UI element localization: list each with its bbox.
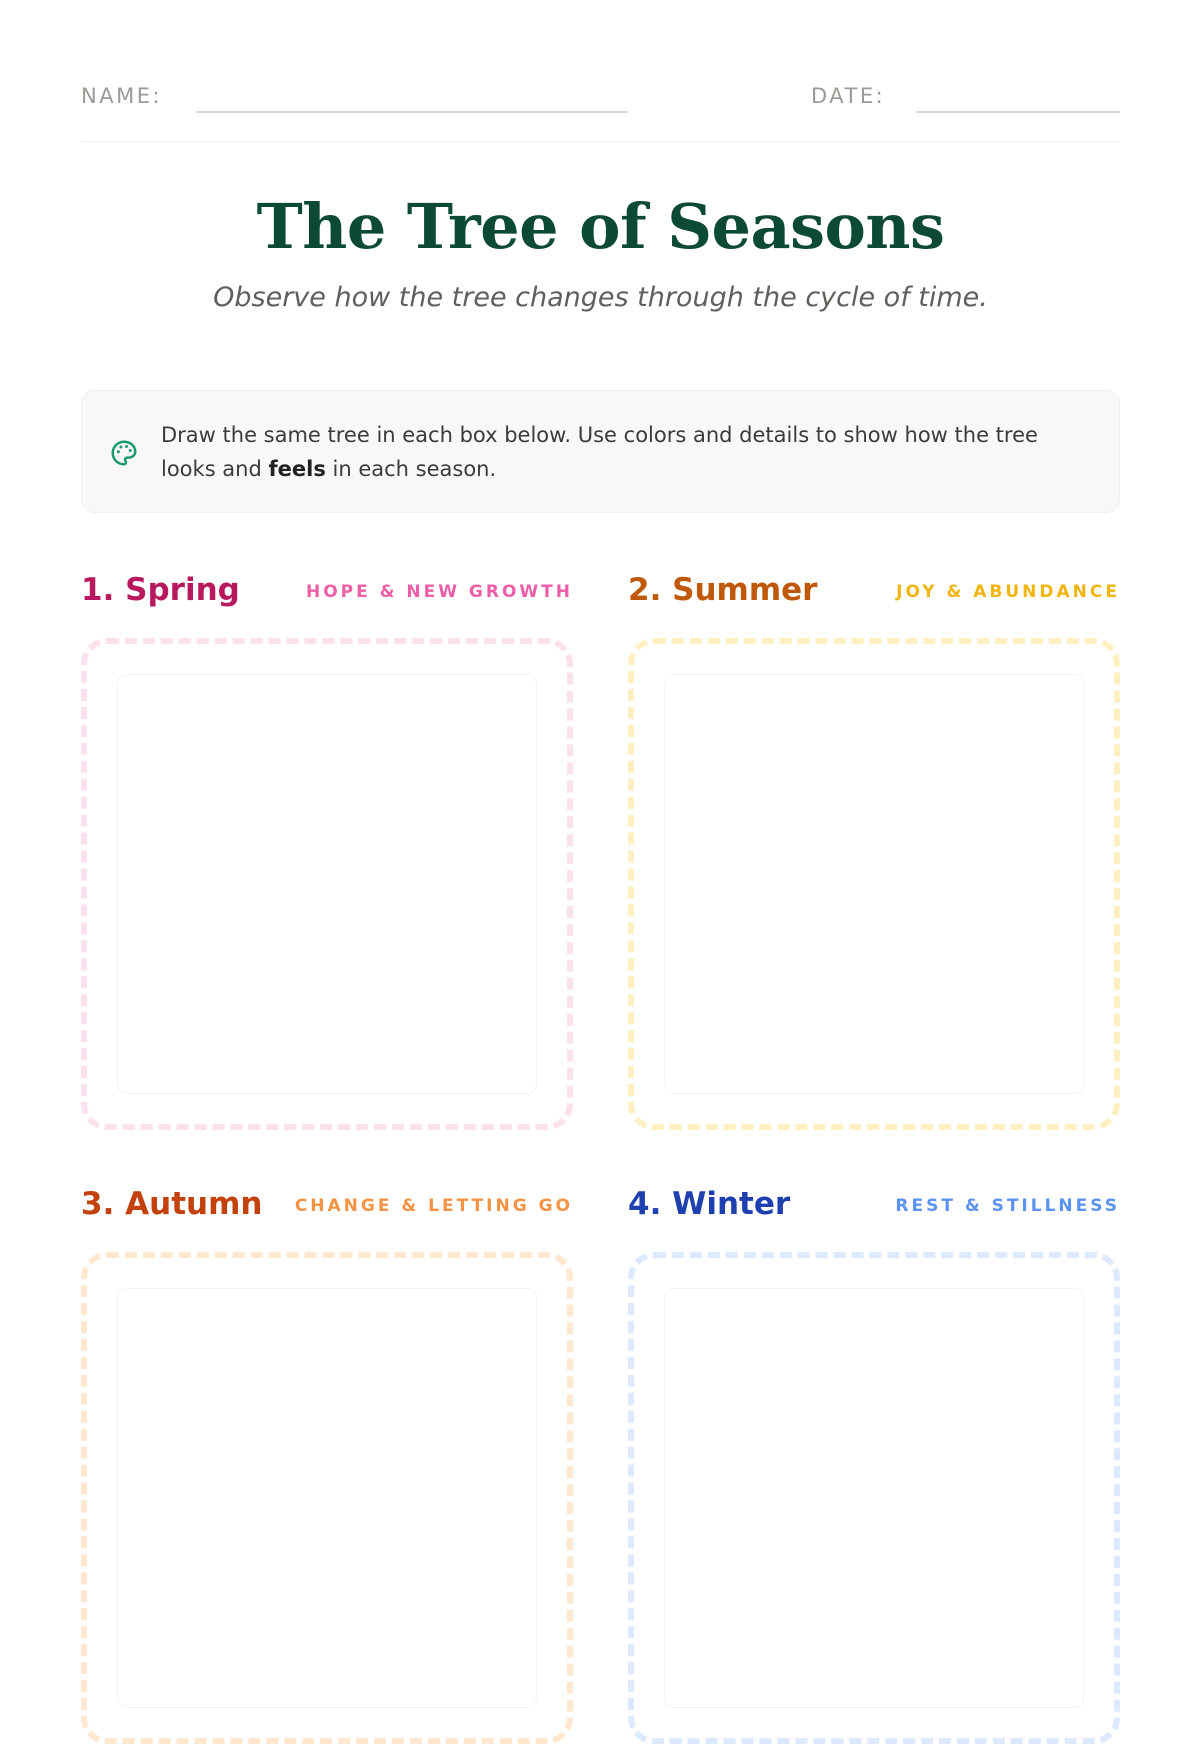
season-theme: HOPE & NEW GROWTH xyxy=(306,582,573,602)
drawing-area[interactable] xyxy=(117,1288,537,1708)
instructions-text-part: Draw the same tree in each box below. Use colors and details to show how the tree looks and xyxy=(161,423,1038,481)
season-theme: REST & STILLNESS xyxy=(895,1196,1120,1216)
season-title: 4. Winter xyxy=(628,1186,791,1222)
page-title: The Tree of Seasons xyxy=(256,190,945,263)
palette-icon xyxy=(109,438,139,468)
instructions-box xyxy=(81,390,1120,513)
drawing-area[interactable] xyxy=(117,674,537,1094)
date-label: DATE: xyxy=(811,84,886,108)
season-header xyxy=(628,1186,1120,1226)
drawing-frame xyxy=(81,638,573,1130)
drawing-area[interactable] xyxy=(664,1288,1084,1708)
drawing-frame xyxy=(628,1252,1120,1744)
date-field[interactable] xyxy=(917,111,1120,113)
drawing-frame xyxy=(628,638,1120,1130)
instructions-text xyxy=(161,418,1081,486)
instructions-emphasis: feels xyxy=(268,457,326,481)
page-subtitle: Observe how the tree changes through the cycle of time. xyxy=(213,282,988,313)
season-header xyxy=(81,1186,573,1226)
drawing-area[interactable] xyxy=(664,674,1084,1094)
name-field[interactable] xyxy=(197,111,627,113)
season-title: 1. Spring xyxy=(81,572,240,608)
name-label: NAME: xyxy=(81,84,163,108)
name-date-row xyxy=(81,78,1120,114)
season-header xyxy=(81,572,573,612)
drawing-frame xyxy=(81,1252,573,1744)
season-title: 3. Autumn xyxy=(81,1186,263,1222)
season-header xyxy=(628,572,1120,612)
worksheet-page xyxy=(81,0,1120,1600)
instructions-text-part: in each season. xyxy=(325,457,497,481)
season-title: 2. Summer xyxy=(628,572,818,608)
season-theme: CHANGE & LETTING GO xyxy=(294,1196,573,1216)
header-divider xyxy=(81,141,1120,142)
season-theme: JOY & ABUNDANCE xyxy=(896,582,1120,602)
